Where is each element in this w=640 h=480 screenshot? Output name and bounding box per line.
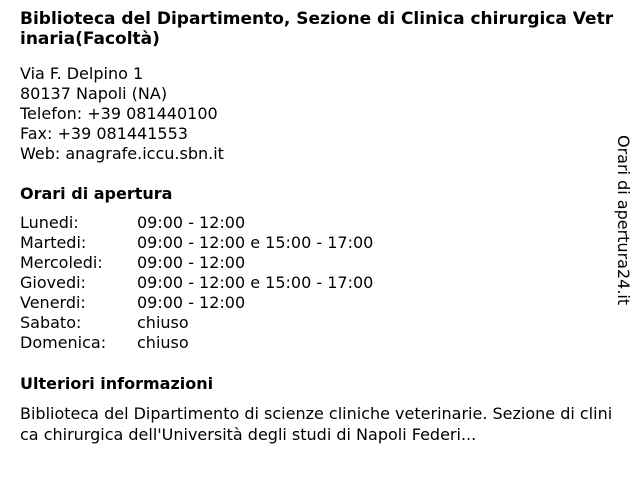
day-hours: chiuso: [137, 333, 189, 352]
address-line: Via F. Delpino 1: [20, 64, 144, 83]
brand-watermark: Orari di apertura24.it: [614, 135, 633, 306]
day-hours: chiuso: [137, 313, 189, 332]
contact-details: [20, 64, 224, 164]
day-hours: 09:00 - 12:00: [137, 293, 246, 312]
day-hours: 09:00 - 12:00: [137, 213, 246, 232]
day-label: Sabato:: [20, 313, 82, 332]
more-info-heading: Ulteriori informazioni: [20, 374, 214, 393]
day-label: Venerdi:: [20, 293, 86, 312]
opening-hours-heading: Orari di apertura: [20, 184, 173, 203]
day-label: Lunedi:: [20, 213, 79, 232]
page-title: Biblioteca del Dipartimento, Sezione di Clinica chirurgica Vetrinaria(Facoltà): [20, 9, 614, 49]
day-label: Mercoledi:: [20, 253, 103, 272]
city-line: 80137 Napoli (NA): [20, 84, 168, 103]
day-label: Giovedi:: [20, 273, 86, 292]
phone-line: Telefon: +39 081440100: [20, 104, 218, 123]
web-line: Web: anagrafe.iccu.sbn.it: [20, 144, 224, 163]
day-hours: 09:00 - 12:00 e 15:00 - 17:00: [137, 233, 374, 252]
day-hours: 09:00 - 12:00: [137, 253, 246, 272]
more-info-text: Biblioteca del Dipartimento di scienze cliniche veterinarie. Sezione di clinica chirurgica dell'Università degli studi di Napoli Federi...: [20, 404, 613, 444]
fax-line: Fax: +39 081441553: [20, 124, 188, 143]
day-label: Domenica:: [20, 333, 107, 352]
day-label: Martedi:: [20, 233, 87, 252]
day-hours: 09:00 - 12:00 e 15:00 - 17:00: [137, 273, 374, 292]
